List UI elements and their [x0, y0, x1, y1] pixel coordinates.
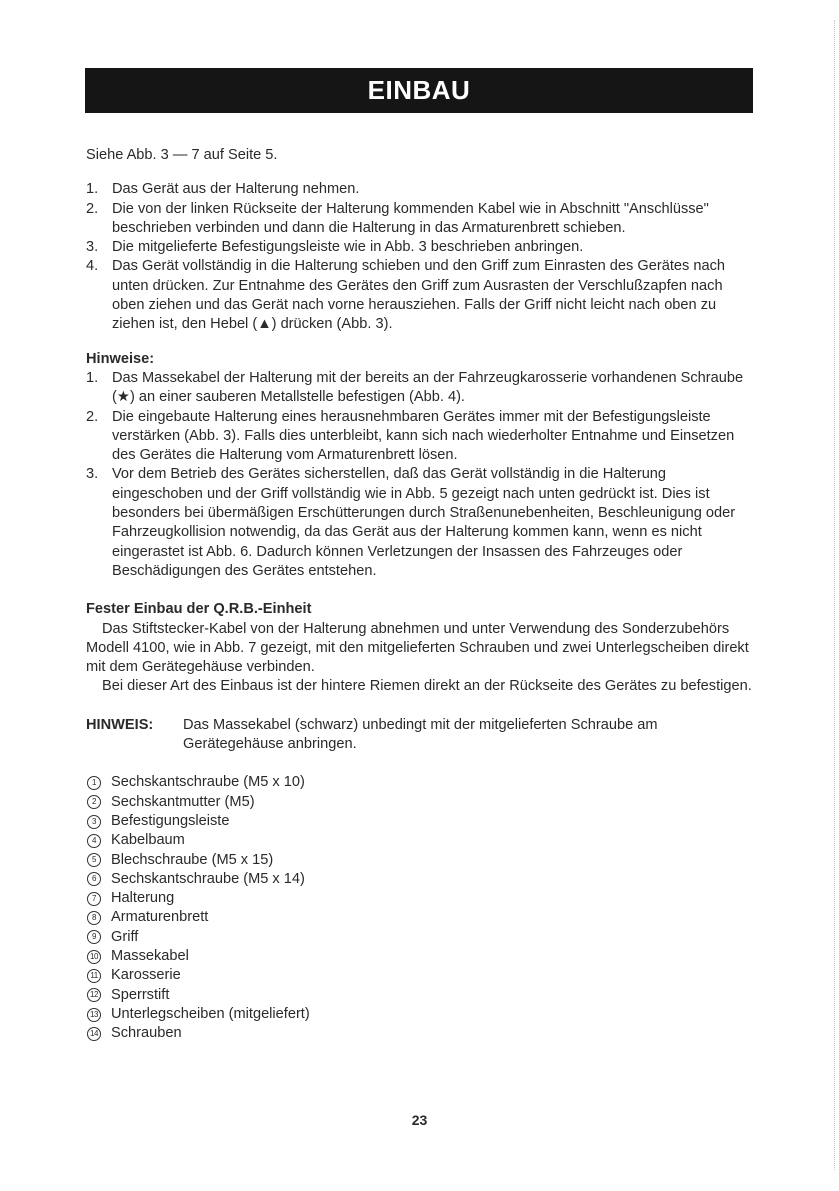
- part-label: Schrauben: [111, 1025, 182, 1042]
- section-title-bar: [85, 68, 753, 113]
- item-text: Die mitgelieferte Befestigungsleiste wie in Abb. 3 beschrieben anbringen.: [112, 239, 584, 256]
- circled-number: 8: [87, 911, 101, 925]
- circled-number: 14: [87, 1027, 101, 1041]
- list-item: [86, 966, 756, 985]
- circled-number: 7: [87, 892, 101, 906]
- list-item: [86, 238, 756, 257]
- item-number: 1.: [86, 369, 99, 386]
- item-number: 4.: [86, 258, 99, 275]
- part-label: Sperrstift: [111, 986, 170, 1003]
- list-item: [86, 947, 756, 966]
- circled-number: 6: [87, 872, 101, 886]
- item-number: 3.: [86, 466, 99, 483]
- part-label: Halterung: [111, 890, 175, 907]
- document-body: [86, 146, 756, 1043]
- item-number: 1.: [86, 181, 99, 198]
- note-block: [86, 716, 756, 755]
- list-item: [86, 986, 756, 1005]
- circled-number: 1: [87, 776, 101, 790]
- part-label: Sechskantschraube (M5 x 14): [111, 870, 305, 887]
- list-item: [86, 1005, 756, 1024]
- part-label: Armaturenbrett: [111, 909, 209, 926]
- list-item: [86, 773, 756, 792]
- list-item: [86, 793, 756, 812]
- list-item: [86, 812, 756, 831]
- parts-legend: [86, 773, 756, 1043]
- list-item: [86, 870, 756, 889]
- circled-number: 13: [87, 1008, 101, 1022]
- item-number: 3.: [86, 239, 99, 256]
- circled-number: 4: [87, 834, 101, 848]
- list-item: [86, 369, 756, 408]
- list-item: [86, 851, 756, 870]
- item-text: Vor dem Betrieb des Gerätes sicherstellen, daß das Gerät vollständig in die Halterung eingeschoben und der Griff vollständig wie in Abb. 5 gezeigt nach unten gedrückt ist. Dies ist besonders bei übermäßigen Erschütterungen durch Straßenunebenheiten, Beschleunigung oder Fahrzeugkollision notwendig, da das Gerät aus der Halterung kommen kann, wenn es nicht eingerastet ist Abb. 6. Dadurch können Verletzungen der Insassen des Fahrzeuges oder Beschädigungen des Gerätes entstehen.: [112, 466, 736, 579]
- list-item: [86, 465, 756, 581]
- list-item: [86, 908, 756, 927]
- circled-number: 3: [87, 815, 101, 829]
- part-label: Sechskantschraube (M5 x 10): [111, 774, 305, 791]
- item-number: 2.: [86, 200, 99, 217]
- list-item: [86, 889, 756, 908]
- fixed-install-heading: Fester Einbau der Q.R.B.-Einheit: [86, 601, 312, 618]
- part-label: Blechschraube (M5 x 15): [111, 851, 274, 868]
- list-item: [86, 180, 756, 199]
- item-number: 2.: [86, 408, 99, 425]
- circled-number: 12: [87, 988, 101, 1002]
- circled-number: 5: [87, 853, 101, 867]
- list-item: [86, 408, 756, 466]
- fixed-install-paragraph: Bei dieser Art des Einbaus ist der hintere Riemen direkt an der Rückseite des Gerätes zu befestigen.: [102, 678, 752, 695]
- circled-number: 10: [87, 950, 101, 964]
- page-title: EINBAU: [367, 75, 471, 105]
- part-label: Sechskantmutter (M5): [111, 793, 255, 810]
- part-label: Karosserie: [111, 967, 181, 984]
- list-item: [86, 257, 756, 334]
- note-text: Das Massekabel (schwarz) unbedingt mit der mitgelieferten Schraube am Gerätegehäuse anbringen.: [183, 716, 658, 753]
- list-item: [86, 200, 756, 239]
- note-label: HINWEIS:: [86, 716, 154, 733]
- page-edge-divider: [833, 20, 835, 1170]
- list-item: [86, 928, 756, 947]
- item-text: Das Gerät vollständig in die Halterung schieben und den Griff zum Einrasten des Gerätes nach unten drücken. Zur Entnahme des Gerätes den Griff zum Ausrasten der Verschlußzapfen nach oben ziehen und das Gerät nach vorne herausziehen. Falls der Griff nicht leicht nach oben zu ziehen ist, den Hebel (▲) drücken (Abb. 3).: [112, 258, 726, 333]
- circled-number: 2: [87, 795, 101, 809]
- part-label: Massekabel: [111, 947, 189, 964]
- circled-number: 9: [87, 930, 101, 944]
- list-item: [86, 831, 756, 850]
- part-label: Griff: [111, 928, 139, 945]
- list-item: [86, 1024, 756, 1043]
- part-label: Befestigungsleiste: [111, 812, 230, 829]
- page-number: 23: [411, 1112, 428, 1128]
- item-text: Die von der linken Rückseite der Halterung kommenden Kabel wie in Abschnitt "Anschlüsse" beschrieben verbinden und dann die Halterung in das Armaturenbrett schieben.: [112, 200, 709, 236]
- hints-list: [86, 369, 756, 581]
- item-text: Die eingebaute Halterung eines herausnehmbaren Gerätes immer mit der Befestigungsleiste verstärken (Abb. 3). Falls dies unterbleibt, kann sich nach wiederholter Entnahme und Einsetzen des Gerätes die Halterung vom Armaturenbrett lösen.: [112, 408, 735, 464]
- fixed-install-paragraph: Das Stiftstecker-Kabel von der Halterung abnehmen und unter Verwendung des Sonderzubehörs Modell 4100, wie in Abb. 7 gezeigt, mit den mitgelieferten Schrauben und zwei Unterlegscheiben direkt mit dem Gerätegehäuse verbinden.: [86, 620, 749, 676]
- item-text: Das Massekabel der Halterung mit der bereits an der Fahrzeugkarosserie vorhandenen Schraube (★) an einer sauberen Metallstelle befestigen (Abb. 4).: [112, 369, 744, 406]
- item-text: Das Gerät aus der Halterung nehmen.: [112, 181, 360, 198]
- circled-number: 11: [87, 969, 101, 983]
- hints-heading: Hinweise:: [86, 350, 155, 367]
- part-label: Kabelbaum: [111, 832, 185, 849]
- part-label: Unterlegscheiben (mitgeliefert): [111, 1005, 310, 1022]
- steps-list: [86, 180, 756, 334]
- intro-text: Siehe Abb. 3 — 7 auf Seite 5.: [86, 147, 278, 163]
